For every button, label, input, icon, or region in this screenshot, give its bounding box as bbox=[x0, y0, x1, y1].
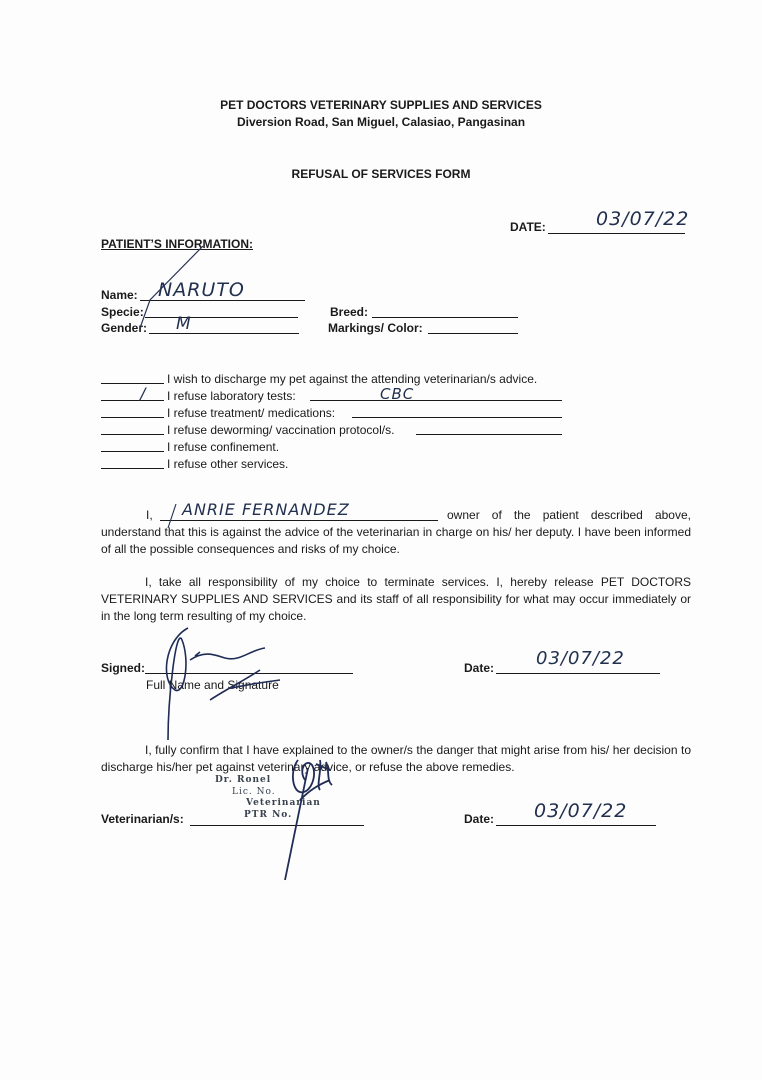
stamp-line-4: PTR No. bbox=[244, 810, 293, 820]
breed-label: Breed: bbox=[330, 305, 369, 319]
gender-handwritten: M bbox=[176, 314, 192, 334]
patient-name-handwritten: NARUTO bbox=[158, 279, 245, 301]
vet-date-label: Date: bbox=[464, 812, 495, 826]
date-handwritten: 03/07/22 bbox=[596, 208, 690, 230]
stamp-line-2: Lic. No. bbox=[232, 787, 276, 797]
refusal-item-6: I refuse other services. bbox=[167, 457, 289, 471]
species-label: Specie: bbox=[101, 305, 144, 319]
markings-label: Markings/ Color: bbox=[328, 321, 423, 335]
patient-section-title: PATIENT’S INFORMATION: bbox=[101, 237, 253, 251]
signed-label: Signed: bbox=[101, 661, 145, 675]
owner-signature-icon bbox=[166, 628, 280, 740]
refusal-item-1: I wish to discharge my pet against the attending veterinarian/s advice. bbox=[167, 372, 538, 386]
vet-date-handwritten: 03/07/22 bbox=[534, 800, 628, 822]
refusal-item-2: I refuse laboratory tests: bbox=[167, 389, 296, 403]
form-title: REFUSAL OF SERVICES FORM bbox=[291, 167, 471, 181]
stamp-line-1: Dr. Ronel bbox=[215, 775, 272, 785]
pen-slash-stroke bbox=[140, 246, 203, 328]
signature-sub-label: Full Name and Signature bbox=[146, 678, 279, 692]
refusal-item-3: I refuse treatment/ medications: bbox=[167, 406, 336, 420]
company-address: Diversion Road, San Miguel, Calasiao, Pangasinan bbox=[236, 115, 526, 129]
owner-statement-text: understand that this is against the advice of the veterinarian in charge on his/ her deputy. I have been informed of all the possible consequences and risks of my choice. bbox=[101, 525, 691, 556]
owner-date-handwritten: 03/07/22 bbox=[536, 648, 625, 669]
refusal-item-5: I refuse confinement. bbox=[167, 440, 280, 454]
owner-name-strike-stroke bbox=[168, 504, 176, 528]
name-label: Name: bbox=[101, 288, 138, 302]
responsibility-text: I, take all responsibility of my choice to terminate services. I, hereby release PET DOCTORS VETERINARY SUPPLIES AND SERVICES and its staff of all responsibility for what may occur immediately or in the long term resulting of my choice. bbox=[101, 575, 691, 623]
vet-confirm-text: I, fully confirm that I have explained to the owner/s the danger that might arise from his/ her decision to discharge his/her pet against veterinary advice, or refuse the above remedies. bbox=[101, 743, 691, 774]
company-name: PET DOCTORS VETERINARY SUPPLIES AND SERVICES bbox=[220, 98, 542, 112]
owner-statement-suffix: owner of the patient described above, bbox=[447, 508, 691, 522]
date-label: DATE: bbox=[510, 220, 546, 234]
refusal-check-mark: / bbox=[140, 384, 147, 403]
owner-name-handwritten: ANRIE FERNANDEZ bbox=[182, 500, 350, 519]
vet-signature-icon bbox=[285, 760, 332, 880]
gender-label: Gender: bbox=[101, 321, 148, 335]
stamp-line-3: Veterinarian bbox=[246, 798, 321, 808]
lab-tests-handwritten: CBC bbox=[380, 385, 415, 403]
owner-date-label: Date: bbox=[464, 661, 495, 675]
veterinarian-label: Veterinarian/s: bbox=[101, 812, 184, 826]
owner-statement-prefix: I, bbox=[146, 508, 153, 522]
refusal-item-4: I refuse deworming/ vaccination protocol/s. bbox=[167, 423, 395, 437]
